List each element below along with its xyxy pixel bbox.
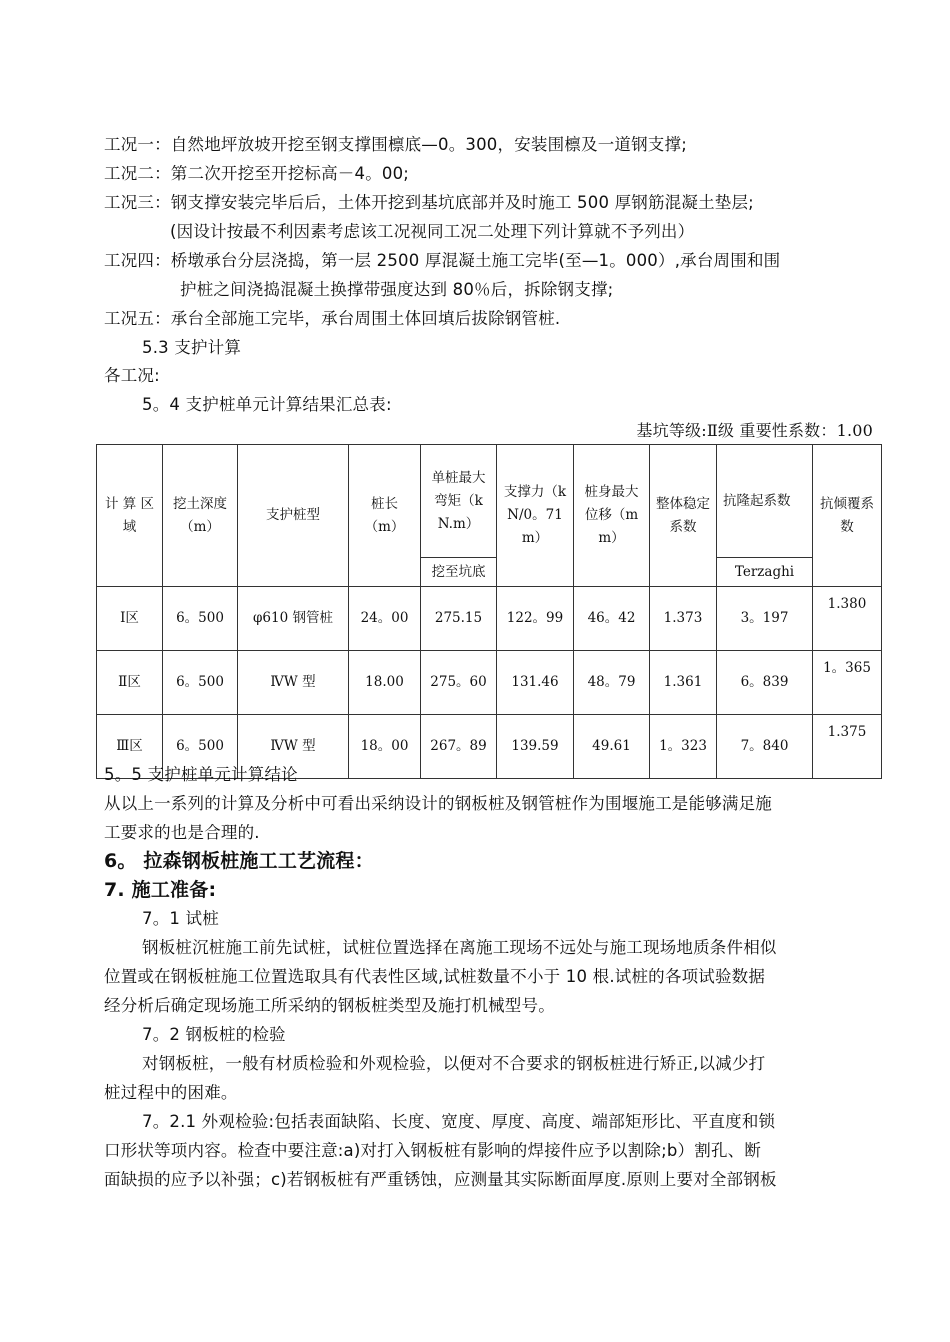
section-5-5-heading: 5。5 支护桩单元计算结论 (104, 765, 298, 784)
section-7-2-heading: 7。2 钢板桩的检验 (142, 1025, 286, 1044)
cell-support: 139.59 (497, 715, 574, 779)
cell-support: 122。99 (497, 587, 574, 651)
cell-pile-type: ⅣW 型 (238, 651, 349, 715)
conclusion-line-1: 从以上一系列的计算及分析中可看出采纳设计的钢板桩及钢管桩作为围堰施工是能够满足施 (104, 794, 772, 813)
heading-6: 6。 拉森钢板桩施工工艺流程： (104, 850, 374, 872)
header-overturn: 抗倾覆系数 (813, 445, 882, 587)
para-7-2-1-line-3: 面缺损的应予以补强；c)若钢板桩有严重锈蚀，应测量其实际断面厚度.原则上要对全部钢板 (104, 1170, 777, 1189)
para-7-2-line-1: 对钢板桩，一般有材质检验和外观检验，以便对不合要求的钢板桩进行矫正,以减少打 (142, 1054, 766, 1073)
header-moment: 单桩最大弯矩（kN.m） (421, 445, 497, 558)
cell-stability: 1.373 (650, 587, 717, 651)
heading-7: 7. 施工准备: (104, 879, 217, 901)
cell-uplift: 6。839 (717, 651, 813, 715)
para-7-1-line-2: 位置或在钢板桩施工位置选取具有代表性区域,试桩数量不小于 10 根.试桩的各项试验数据 (104, 967, 766, 986)
condition-1: 工况一：自然地坪放坡开挖至钢支撑围檩底—0。300，安装围檩及一道钢支撑; (104, 135, 687, 154)
cell-displacement: 48。79 (574, 651, 650, 715)
header-depth: 挖土深度（m） (163, 445, 238, 587)
condition-2: 工况二：第二次开挖至开挖标高－4。00; (104, 164, 410, 183)
header-area: 计 算 区域 (97, 445, 163, 587)
cell-depth: 6。500 (163, 715, 238, 779)
para-7-2-line-2: 桩过程中的困难。 (104, 1083, 238, 1102)
cell-displacement: 49.61 (574, 715, 650, 779)
section-5-4-heading: 5。4 支护桩单元计算结果汇总表: (142, 395, 392, 414)
cell-stability: 1.361 (650, 651, 717, 715)
cell-uplift: 3。197 (717, 587, 813, 651)
each-condition-label: 各工况: (104, 366, 160, 385)
table-header-row (97, 445, 882, 558)
condition-4-line1: 工况四：桥墩承台分层浇捣，第一层 2500 厚混凝土施工完毕(至—1。000）,承台周围和围 (104, 251, 781, 270)
header-length: 桩长（m） (349, 445, 421, 587)
cell-stability: 1。323 (650, 715, 717, 779)
table-row (97, 651, 882, 715)
cell-pile-type: φ610 钢管桩 (238, 587, 349, 651)
para-7-2-1-line-1: 7。2.1 外观检验:包括表面缺陷、长度、宽度、厚度、高度、端部矩形比、平直度和锁 (142, 1112, 776, 1131)
cell-depth: 6。500 (163, 651, 238, 715)
cell-length: 18。00 (349, 715, 421, 779)
header-uplift-sub: Terzaghi (717, 558, 813, 587)
section-7-1-heading: 7。1 试桩 (142, 909, 219, 928)
cell-area: Ⅰ区 (97, 587, 163, 651)
cell-moment: 275。60 (421, 651, 497, 715)
pile-results-table (96, 444, 882, 779)
header-displacement: 桩身最大位移（mm） (574, 445, 650, 587)
para-7-1-line-3: 经分析后确定现场施工所采纳的钢板桩类型及施打机械型号。 (104, 996, 555, 1015)
table-row (97, 587, 882, 651)
header-stability: 整体稳定系数 (650, 445, 717, 587)
header-moment-sub: 挖至坑底 (421, 558, 497, 587)
para-7-1-line-1: 钢板桩沉桩施工前先试桩，试桩位置选择在离施工现场不远处与施工现场地质条件相似 (142, 938, 777, 957)
header-uplift: 抗隆起系数 (717, 445, 813, 558)
cell-moment: 267。89 (421, 715, 497, 779)
header-support: 支撑力（kN/0。71m） (497, 445, 574, 587)
cell-area: Ⅲ区 (97, 715, 163, 779)
cell-overturn: 1。365 (813, 651, 882, 715)
para-7-2-1-line-2: 口形状等项内容。检查中要注意:a)对打入钢板桩有影响的焊接件应予以割除;b）割孔、断 (104, 1141, 762, 1160)
cell-displacement: 46。42 (574, 587, 650, 651)
cell-overturn: 1.380 (813, 587, 882, 651)
cell-area: Ⅱ区 (97, 651, 163, 715)
condition-4-line2: 护桩之间浇捣混凝土换撑带强度达到 80％后，拆除钢支撑; (180, 280, 614, 299)
cell-moment: 275.15 (421, 587, 497, 651)
cell-support: 131.46 (497, 651, 574, 715)
cell-depth: 6。500 (163, 587, 238, 651)
cell-overturn: 1.375 (813, 715, 882, 779)
condition-3: 工况三：钢支撑安装完毕后后，土体开挖到基坑底部并及时施工 500 厚钢筋混凝土垫层; (104, 193, 754, 212)
section-5-3-heading: 5.3 支护计算 (142, 338, 242, 357)
condition-5: 工况五：承台全部施工完毕，承台周围土体回填后拔除钢管桩. (104, 309, 561, 328)
cell-length: 18.00 (349, 651, 421, 715)
header-pile-type: 支护桩型 (238, 445, 349, 587)
cell-length: 24。00 (349, 587, 421, 651)
cell-uplift: 7。840 (717, 715, 813, 779)
condition-3-note: (因设计按最不利因素考虑该工况视同工况二处理下列计算就不予列出） (170, 222, 695, 241)
conclusion-line-2: 工要求的也是合理的. (104, 823, 260, 842)
cell-pile-type: ⅣW 型 (238, 715, 349, 779)
table-caption: 基坑等级:Ⅱ级 重要性系数：1.00 (636, 421, 873, 440)
